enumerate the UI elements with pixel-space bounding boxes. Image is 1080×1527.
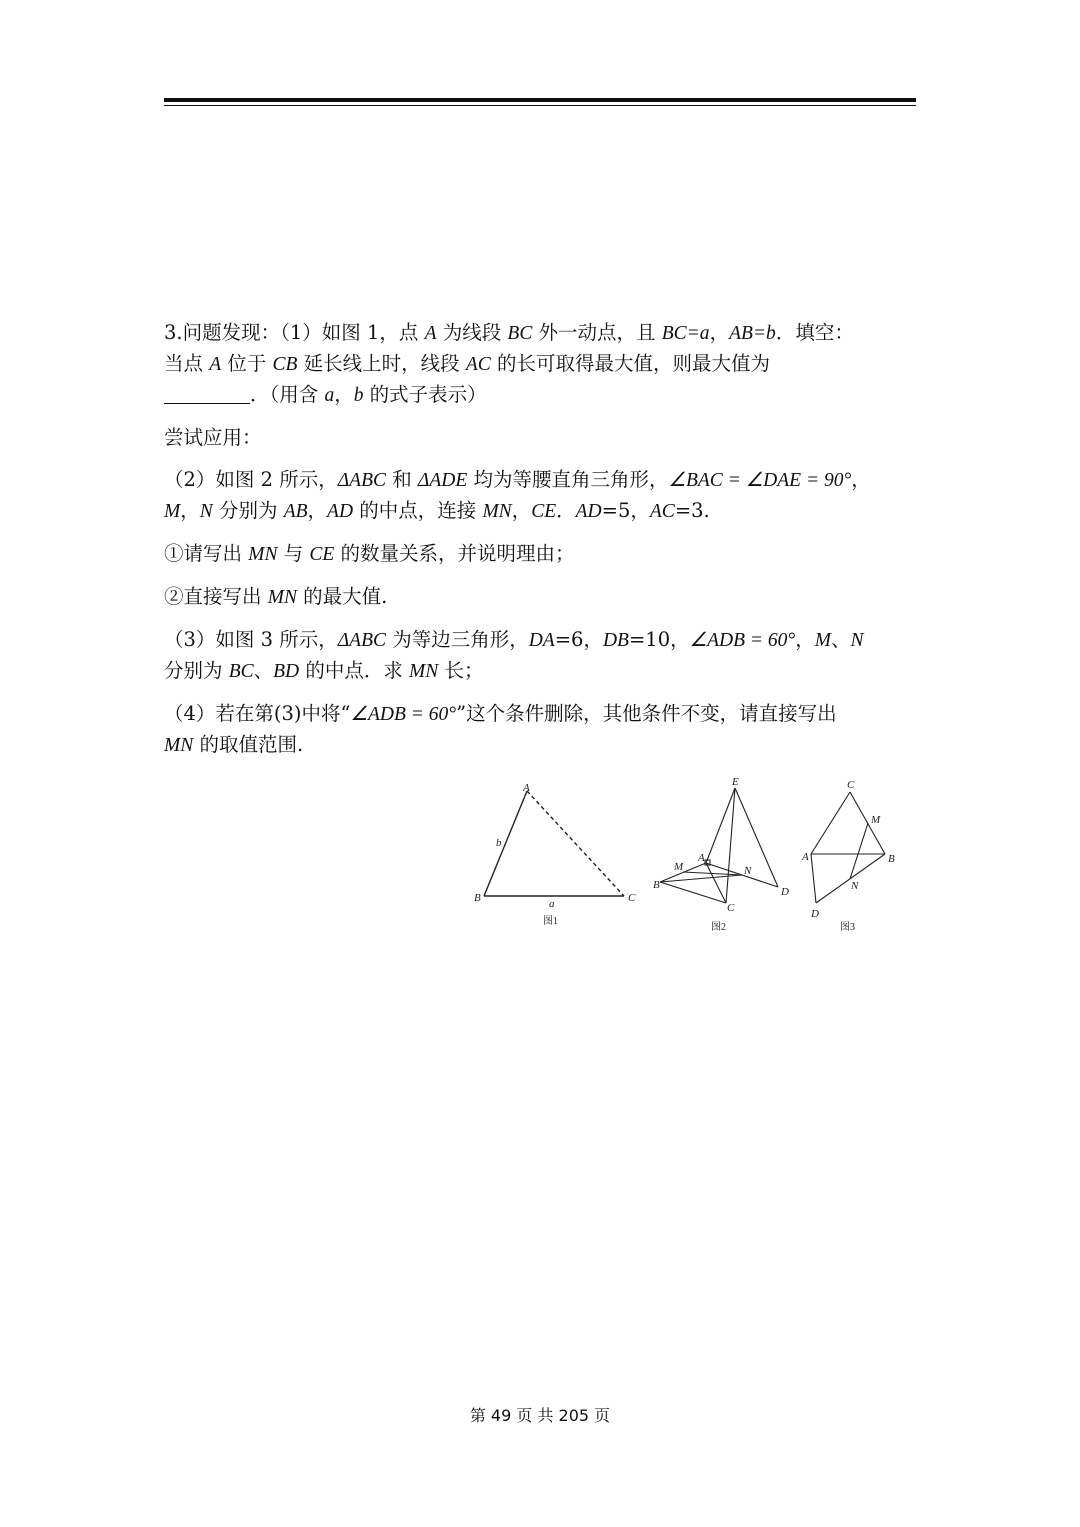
fig1-caption: 图1: [543, 916, 558, 927]
var-M: M: [164, 501, 181, 522]
var-AC: AC: [649, 501, 675, 522]
text: 外一动点，且: [532, 321, 662, 344]
text: 分别为: [212, 499, 284, 522]
fig3-label-M: M: [871, 814, 881, 826]
fig3-label-C: C: [847, 779, 855, 791]
question-1: [164, 539, 920, 570]
part-2-line-1: [164, 465, 920, 496]
segment-AC-dashed: [527, 791, 624, 896]
text: ，: [709, 321, 730, 344]
figure-3: [811, 792, 885, 903]
text: 和: [386, 468, 418, 491]
segment-ED: [735, 788, 778, 887]
fig3-label-N: N: [851, 880, 859, 892]
expr-AB-b: AB=b: [729, 323, 776, 344]
text: =3.: [674, 499, 710, 522]
angle-equation: ∠ADB = 60°: [689, 630, 796, 651]
text: ②直接写出: [164, 585, 268, 608]
text: 3.问题发现：（1）如图 1，点: [164, 321, 425, 344]
var-A: A: [424, 323, 437, 344]
text: =5，: [601, 499, 650, 522]
text: 为线段: [436, 321, 508, 344]
var-DB: DB: [602, 630, 629, 651]
header-rule-thin: [164, 105, 916, 106]
fig2-label-E: E: [732, 776, 739, 788]
text: 的最大值.: [296, 585, 388, 608]
text: 的式子表示）: [363, 383, 487, 406]
figure-1: [484, 791, 624, 896]
fig1-label-b: b: [496, 837, 502, 849]
var-CB: CB: [272, 354, 298, 375]
segment-EA: [706, 788, 735, 863]
text: 为等边三角形，: [386, 628, 529, 651]
var-DA: DA: [528, 630, 555, 651]
var-MN: MN: [164, 735, 194, 756]
geometry-figures: [470, 775, 930, 940]
triangle-ABC: ΔABC: [337, 630, 386, 651]
fig1-label-a: a: [549, 898, 555, 910]
segment-CA: [811, 792, 850, 854]
segment-EC: [726, 788, 735, 903]
fig3-label-B: B: [888, 853, 895, 865]
part-3-line-1: [164, 625, 920, 656]
fig2-label-D: D: [781, 886, 789, 898]
text: （4）若在第(3)中将“: [164, 702, 351, 725]
try-heading: 尝试应用：: [164, 426, 262, 449]
text: 、: [253, 659, 274, 682]
part-4-line-2: [164, 730, 920, 761]
header-rule-thick: [164, 98, 916, 102]
text: 的中点．求: [299, 659, 410, 682]
angle-equation: ∠ADB = 60°: [350, 704, 457, 725]
text: ，: [180, 499, 200, 522]
fig1-label-A: A: [523, 782, 530, 794]
var-M: M: [814, 630, 831, 651]
text: 的取值范围.: [193, 733, 304, 756]
text: （3）如图 3 所示，: [164, 628, 338, 651]
var-BD: BD: [273, 661, 300, 682]
problem-3: [164, 318, 920, 761]
fig2-label-N: N: [744, 865, 752, 877]
triangle-ABC: ΔABC: [337, 470, 386, 491]
text: ．: [556, 499, 576, 522]
problem-line-1: [164, 318, 920, 349]
question-2: [164, 582, 920, 613]
answer-blank[interactable]: [164, 385, 250, 404]
problem-line-2: [164, 349, 920, 380]
segment-BN: [660, 875, 742, 882]
text: ，: [334, 383, 354, 406]
text: 分别为: [164, 659, 229, 682]
text: =10，: [628, 628, 690, 651]
fig3-caption: 图3: [840, 922, 855, 933]
text: 位于: [221, 352, 273, 375]
figure-2: [660, 788, 778, 903]
var-BC: BC: [507, 323, 533, 344]
fig3-label-A: A: [802, 851, 809, 863]
text: 与: [277, 542, 310, 565]
text: ，: [851, 468, 871, 491]
var-N: N: [850, 630, 864, 651]
fig2-label-M: M: [674, 861, 684, 873]
figures: [470, 775, 930, 940]
fig2-caption: 图2: [711, 922, 726, 933]
page-footer: 第 49 页 共 205 页: [469, 1406, 611, 1425]
segment-AD: [811, 854, 816, 903]
var-CE: CE: [531, 501, 557, 522]
fig3-label-D: D: [811, 908, 819, 920]
problem-line-3: [164, 380, 920, 411]
text: ．填空：: [775, 321, 854, 344]
fig2-label-B: B: [653, 879, 660, 891]
text: =6，: [554, 628, 603, 651]
text: 均为等腰直角三角形，: [467, 468, 669, 491]
var-MN: MN: [409, 661, 439, 682]
var-a: a: [324, 385, 335, 406]
text: ”这个条件删除，其他条件不变，请直接写出: [456, 702, 837, 725]
text: 的中点，连接: [353, 499, 483, 522]
fig2-label-C: C: [727, 902, 735, 914]
fig1-label-C: C: [628, 892, 636, 904]
segment-MN: [850, 823, 868, 879]
text: 延长线上时，线段: [297, 352, 466, 375]
var-MN: MN: [482, 501, 512, 522]
var-AD: AD: [575, 501, 602, 522]
var-CE: CE: [309, 544, 335, 565]
part-4-line-1: [164, 699, 920, 730]
part-2-line-2: [164, 496, 920, 527]
var-A: A: [209, 354, 222, 375]
var-b: b: [353, 385, 364, 406]
var-AB: AB: [283, 501, 308, 522]
var-AC: AC: [465, 354, 491, 375]
text: 的数量关系，并说明理由；: [334, 542, 575, 565]
text: 、: [830, 628, 851, 651]
segment-AB: [484, 791, 527, 896]
angle-equation: ∠BAC = ∠DAE = 90°: [668, 470, 852, 491]
text: ，: [307, 499, 328, 522]
text: ，: [511, 499, 532, 522]
var-AD: AD: [327, 501, 354, 522]
text: 的长可取得最大值，则最大值为: [490, 352, 770, 375]
fig1-label-B: B: [474, 892, 481, 904]
text: ①请写出: [164, 542, 249, 565]
var-MN: MN: [248, 544, 278, 565]
text: 长；: [438, 659, 484, 682]
var-N: N: [199, 501, 213, 522]
triangle-ADE: ΔADE: [417, 470, 468, 491]
segment-BC: [660, 882, 726, 903]
fig2-label-A: A: [698, 852, 705, 864]
text: （2）如图 2 所示，: [164, 468, 338, 491]
var-MN: MN: [267, 587, 297, 608]
text: 当点: [164, 352, 210, 375]
var-BC: BC: [228, 661, 254, 682]
text: ，: [795, 628, 815, 651]
text: ．（用含: [250, 383, 325, 406]
expr-BC-a: BC=a: [661, 323, 710, 344]
part-3-line-2: [164, 656, 920, 687]
